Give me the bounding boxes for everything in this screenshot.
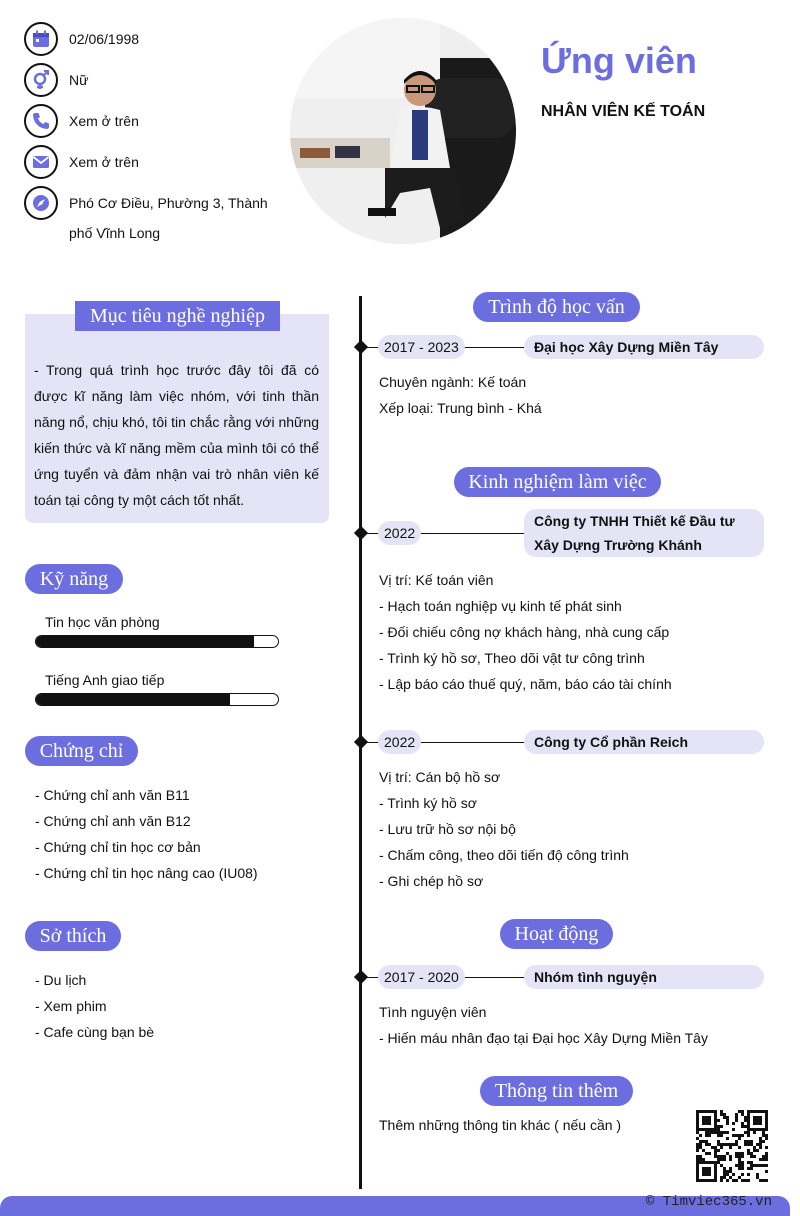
activity-date: 2017 - 2020 [378, 965, 465, 989]
list-item: Xếp loại: Trung bình - Khá [379, 400, 542, 416]
contact-email [24, 145, 269, 179]
contact-gender [24, 63, 269, 97]
contact-dob [24, 22, 269, 56]
copyright-text: © Timviec365.vn [645, 1194, 772, 1210]
list-item: Vị trí: Kế toán viên [379, 572, 494, 588]
email-icon [24, 145, 58, 179]
extra-text: Thêm những thông tin khác ( nếu cần ) [379, 1117, 622, 1133]
education-details [379, 369, 542, 421]
education-school: Đại học Xây Dựng Miền Tây [524, 335, 764, 359]
job-date: 2022 [378, 730, 421, 754]
hobbies-heading: Sở thích [25, 921, 121, 951]
skill-name: Tin học văn phòng [45, 614, 160, 630]
gender-icon [24, 63, 58, 97]
job-company: Công ty Cổ phần Reich [524, 730, 764, 754]
activities-heading: Hoạt động [500, 919, 613, 949]
skill-bar [35, 635, 279, 648]
list-item: - Xem phim [35, 998, 107, 1014]
hobbies-list [35, 967, 154, 1045]
list-item: Vị trí: Cán bộ hồ sơ [379, 769, 501, 785]
skill-fill [36, 694, 230, 705]
education-heading: Trình độ học vấn [473, 292, 640, 322]
list-item: - Du lịch [35, 972, 87, 988]
activity-details [379, 999, 708, 1051]
list-item: - Chứng chỉ anh văn B12 [35, 813, 191, 829]
calendar-icon [24, 22, 58, 56]
list-item: - Chứng chỉ tin học cơ bản [35, 839, 201, 855]
activity-org: Nhóm tình nguyện [524, 965, 764, 989]
list-item: - Cafe cùng bạn bè [35, 1024, 155, 1040]
contact-address [24, 186, 269, 248]
qr-code [696, 1110, 768, 1182]
list-item: - Chấm công, theo dõi tiến độ công trình [379, 847, 629, 863]
education-date: 2017 - 2023 [378, 335, 465, 359]
list-item: - Hạch toán nghiệp vụ kinh tế phát sinh [379, 598, 622, 614]
list-item: Chuyên ngành: Kế toán [379, 374, 527, 390]
job-title: NHÂN VIÊN KẾ TOÁN [541, 103, 706, 120]
profile-photo [290, 18, 516, 244]
job-date: 2022 [378, 521, 421, 545]
list-item: - Ghi chép hồ sơ [379, 873, 484, 889]
contact-phone [24, 104, 269, 138]
list-item: - Chứng chỉ tin học nâng cao (IU08) [35, 865, 258, 881]
experience-heading: Kinh nghiệm làm việc [454, 467, 661, 497]
location-icon [24, 186, 58, 220]
extra-heading: Thông tin thêm [480, 1076, 633, 1106]
email-text: Xem ở trên [69, 154, 139, 170]
job-details [379, 764, 629, 894]
list-item: - Lập báo cáo thuế quý, năm, báo cáo tài chính [379, 676, 672, 692]
candidate-name: Ứng viên [541, 40, 697, 81]
list-item: - Chứng chỉ anh văn B11 [35, 787, 190, 803]
skills-heading: Kỹ năng [25, 564, 123, 594]
objective-heading: Mục tiêu nghề nghiệp [75, 301, 280, 331]
list-item: - Trình ký hồ sơ [379, 795, 477, 811]
skill-bar [35, 693, 279, 706]
phone-icon [24, 104, 58, 138]
skill-name: Tiếng Anh giao tiếp [45, 672, 165, 688]
job-company: Công ty TNHH Thiết kế Đầu tư Xây Dựng Trường Khánh [524, 509, 764, 557]
list-item: - Hiến máu nhân đạo tại Đại học Xây Dựng Miền Tây [379, 1030, 708, 1046]
skill-fill [36, 636, 254, 647]
certificates-heading: Chứng chỉ [25, 736, 138, 766]
list-item: - Lưu trữ hồ sơ nội bộ [379, 821, 516, 837]
certificates-list [35, 782, 258, 886]
phone-text: Xem ở trên [69, 113, 139, 129]
list-item: - Trình ký hồ sơ, Theo dõi vật tư công trình [379, 650, 645, 666]
address-text: Phó Cơ Điều, Phường 3, Thành phố Vĩnh Long [69, 195, 268, 241]
objective-text: - Trong quá trình học trước đây tôi đã có được kĩ năng làm việc nhóm, với tinh thần năng nổ, chịu khó, tôi tin chắc rằng với những kiến thức và kĩ năng mềm của mình tôi có thể ứng tuyển và đảm nhận vai trò nhân viên kế toán tại công ty một cách tốt nhất. [34, 362, 319, 508]
dob-text: 02/06/1998 [69, 31, 140, 47]
list-item: Tình nguyện viên [379, 1004, 487, 1020]
gender-text: Nữ [69, 72, 89, 88]
job-details [379, 567, 672, 697]
list-item: - Đối chiếu công nợ khách hàng, nhà cung cấp [379, 624, 670, 640]
